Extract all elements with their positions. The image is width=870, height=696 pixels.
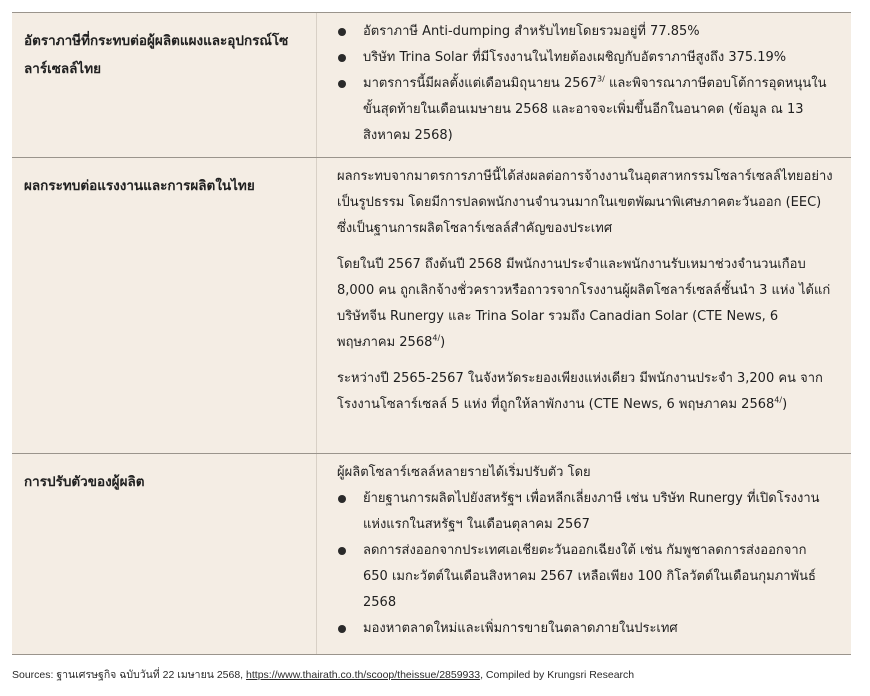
bullet-item: ลดการส่งออกจากประเทศเอเชียตะวันออกเฉียงใต้ เช่น กัมพูชาลดการส่งออกจาก 650 เมกะวัตต์ในเดือนสิงหาคม 2567 เหลือเพียง 100 กิโลวัตต์ในเดือนกุมภาพันธ์ 2568 (337, 538, 833, 616)
source-note (12, 666, 852, 683)
footnote-ref: 4/ (432, 333, 441, 343)
bullet-list (337, 19, 833, 149)
bullet-item: มาตรการนี้มีผลตั้งแต่เดือนมิถุนายน $2567^{3/}$ และพิจารณาภาษีตอบโต้การอุดหนุนในขั้นสุดท้ายในเดือนเมษายน 2568 และอาจจะเพิ่มขึ้นอีกในอนาคต (ข้อมูล ณ 13 สิงหาคม 2568) (337, 71, 833, 149)
row-content (317, 158, 851, 453)
row-heading: ผลกระทบต่อแรงงานและการผลิตในไทย (12, 158, 317, 453)
footnote-ref: 3/ (597, 74, 605, 84)
paragraph: ผลกระทบจากมาตรการภาษีนี้ได้ส่งผลต่อการจ้างงานในอุตสาหกรรมโซลาร์เซลล์ไทยอย่างเป็นรูปธรรม โดยมีการปลดพนักงานจำนวนมากในเขตพัฒนาพิเศษภาคตะวันออก (EEC) ซึ่งเป็นฐานการผลิตโซลาร์เซลล์สำคัญของประเทศ (337, 169, 833, 236)
source-prefix: Sources: ฐานเศรษฐกิจ ฉบับวันที่ 22 เมษายน 2568, (12, 669, 247, 681)
paragraph: โดยในปี 2567 ถึงต้นปี 2568 มีพนักงานประจำและพนักงานรับเหมาช่วงจำนวนเกือบ 8,000 คน ถูกเลิกจ้างชั่วคราวหรือถาวรจากโรงงานผู้ผลิตโซลาร์เซลล์ชั้นนำ 3 แห่ง ได้แก่ บริษัทจีน Runergy และ Trina Solar รวมถึง Canadian Solar (CTE News, 6 พฤษภาคม $2568^{4/}$) (337, 257, 831, 350)
source-link[interactable]: https://www.thairath.co.th/scoop/theissue/2859933 (246, 669, 481, 681)
source-suffix: , Compiled by Krungsri Research (480, 669, 635, 681)
row-heading: อัตราภาษีที่กระทบต่อผู้ผลิตแผงและอุปกรณ์โซลาร์เซลล์ไทย (12, 13, 317, 157)
paragraph: ระหว่างปี 2565-2567 ในจังหวัดระยองเพียงแห่งเดียว มีพนักงานประจำ 3,200 คน จากโรงงานโซลาร์เซลล์ 5 แห่ง ที่ถูกให้ลาพักงาน (CTE News, 6 พฤษภาคม $2568^{4/}$) (337, 371, 823, 412)
table-row-tariff (12, 13, 851, 158)
footnote-ref: 4/ (774, 395, 783, 405)
bullet-item: อัตราภาษี Anti-dumping สำหรับไทยโดยรวมอยู่ที่ 77.85% (337, 19, 833, 45)
row-heading: การปรับตัวของผู้ผลิต (12, 454, 317, 654)
bullet-item: ย้ายฐานการผลิตไปยังสหรัฐฯ เพื่อหลีกเลี่ยงภาษี เช่น บริษัท Runergy ที่เปิดโรงงานแห่งแรกในสหรัฐฯ ในเดือนตุลาคม 2567 (337, 486, 833, 538)
table-row-adaptation (12, 454, 851, 654)
intro-text: ผู้ผลิตโซลาร์เซลล์หลายรายได้เริ่มปรับตัว โดย (337, 465, 591, 480)
row-content (317, 454, 851, 654)
bullet-item: บริษัท Trina Solar ที่มีโรงงานในไทยต้องเผชิญกับอัตราภาษีสูงถึง 375.19% (337, 45, 833, 71)
bullet-item: มองหาตลาดใหม่และเพิ่มการขายในตลาดภายในประเทศ (337, 616, 833, 642)
bullet-list (337, 486, 833, 642)
row-content (317, 13, 851, 157)
info-table (12, 12, 851, 655)
table-row-labor (12, 158, 851, 454)
